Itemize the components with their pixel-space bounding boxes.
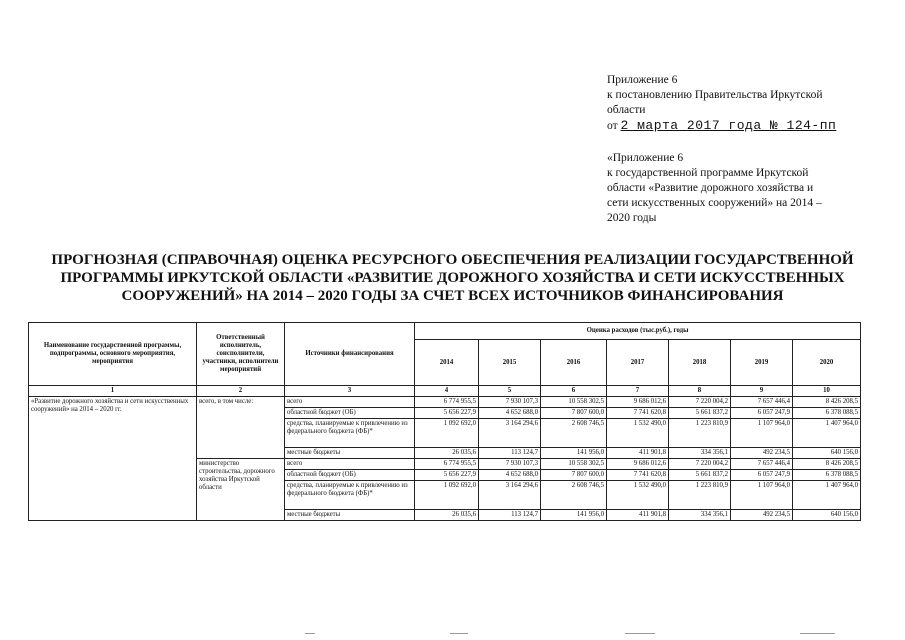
value-cell: 2 608 746,5 xyxy=(541,481,607,510)
value-cell: 334 356,1 xyxy=(669,448,731,459)
value-cell: 7 220 004,2 xyxy=(669,459,731,470)
column-number: 7 xyxy=(607,386,669,397)
appendix2-line-5: 2020 годы xyxy=(607,212,657,224)
appendix2-line-4: сети искусственных сооружений» на 2014 – xyxy=(607,197,822,209)
appendix-line-1: Приложение 6 xyxy=(607,74,678,86)
value-cell: 7 657 446,4 xyxy=(731,459,793,470)
header-name: Наименование государственной программы, подпрограммы, основного мероприятия, мероприятия xyxy=(29,323,197,386)
appendix-date-line xyxy=(607,118,857,134)
source-cell: местные бюджеты xyxy=(285,448,415,459)
scan-mark xyxy=(625,633,655,634)
value-cell: 1 223 810,9 xyxy=(669,419,731,448)
value-cell: 3 164 294,6 xyxy=(479,419,541,448)
value-cell: 640 156,0 xyxy=(793,448,861,459)
value-cell: 6 774 955,5 xyxy=(415,459,479,470)
scan-edge-marks xyxy=(0,630,905,638)
header-year: 2017 xyxy=(607,340,669,386)
header-estimate: Оценка расходов (тыс.руб.), годы xyxy=(415,323,861,340)
source-cell: средства, планируемые к привлечению из федерального бюджета (ФБ)* xyxy=(285,419,415,448)
column-number: 9 xyxy=(731,386,793,397)
value-cell: 1 092 692,0 xyxy=(415,419,479,448)
value-cell: 334 356,1 xyxy=(669,510,731,521)
value-cell: 1 407 964,0 xyxy=(793,419,861,448)
header-executor: Ответственный исполнитель, соисполнители, участники, исполнители мероприятий xyxy=(197,323,285,386)
value-cell: 1 532 490,0 xyxy=(607,481,669,510)
column-number: 6 xyxy=(541,386,607,397)
value-cell: 7 741 620,8 xyxy=(607,470,669,481)
value-cell: 5 656 227,9 xyxy=(415,470,479,481)
value-cell: 5 656 227,9 xyxy=(415,408,479,419)
value-cell: 1 107 964,0 xyxy=(731,481,793,510)
appendix-reference xyxy=(607,151,857,226)
appendix2-line-3: области «Развитие дорожного хозяйства и xyxy=(607,182,814,194)
value-cell: 9 686 012,6 xyxy=(607,397,669,408)
value-cell: 7 807 600,0 xyxy=(541,408,607,419)
value-cell: 411 901,8 xyxy=(607,510,669,521)
executor-cell: всего, в том числе: xyxy=(197,397,285,459)
source-cell: средства, планируемые к привлечению из федерального бюджета (ФБ)* xyxy=(285,481,415,510)
value-cell: 1 092 692,0 xyxy=(415,481,479,510)
value-cell: 5 661 837,2 xyxy=(669,408,731,419)
value-cell: 411 901,8 xyxy=(607,448,669,459)
header-year: 2018 xyxy=(669,340,731,386)
appendix-header xyxy=(607,73,857,134)
column-number: 2 xyxy=(197,386,285,397)
header-source: Источники финансирования xyxy=(285,323,415,386)
value-cell: 492 234,5 xyxy=(731,510,793,521)
column-number-row xyxy=(29,386,861,397)
scan-mark xyxy=(800,633,835,634)
value-cell: 7 741 620,8 xyxy=(607,408,669,419)
value-cell: 8 426 208,5 xyxy=(793,397,861,408)
value-cell: 113 124,7 xyxy=(479,510,541,521)
header-year: 2020 xyxy=(793,340,861,386)
value-cell: 9 686 012,6 xyxy=(607,459,669,470)
value-cell: 141 956,0 xyxy=(541,510,607,521)
value-cell: 640 156,0 xyxy=(793,510,861,521)
column-number: 4 xyxy=(415,386,479,397)
value-cell: 10 558 302,5 xyxy=(541,459,607,470)
appendix2-line-1: «Приложение 6 xyxy=(607,152,684,164)
date-handwritten: 2 марта 2017 года № 124-пп xyxy=(620,118,837,133)
value-cell: 8 426 208,5 xyxy=(793,459,861,470)
header-year: 2016 xyxy=(541,340,607,386)
executor-cell: министерство строительства, дорожного хозяйства Иркутской области xyxy=(197,459,285,521)
budget-table xyxy=(28,322,861,521)
document-title: ПРОГНОЗНАЯ (СПРАВОЧНАЯ) ОЦЕНКА РЕСУРСНОГО ОБЕСПЕЧЕНИЯ РЕАЛИЗАЦИИ ГОСУДАРСТВЕННОЙ ПРОГРАММЫ ИРКУТСКОЙ ОБЛАСТИ «РАЗВИТИЕ ДОРОЖНОГО ХОЗЯЙСТВА И СЕТИ ИСКУССТВЕННЫХ СООРУЖЕНИЙ» НА 2014 – 2020 ГОДЫ ЗА СЧЕТ ВСЕХ ИСТОЧНИКОВ ФИНАНСИРОВАНИЯ xyxy=(51,252,854,304)
header-row-1 xyxy=(29,323,861,340)
source-cell: областной бюджет (ОБ) xyxy=(285,408,415,419)
value-cell: 6 057 247,9 xyxy=(731,470,793,481)
value-cell: 6 057 247,9 xyxy=(731,408,793,419)
value-cell: 7 930 107,3 xyxy=(479,459,541,470)
value-cell: 1 532 490,0 xyxy=(607,419,669,448)
value-cell: 26 035,6 xyxy=(415,510,479,521)
appendix-line-3: области xyxy=(607,104,646,116)
value-cell: 113 124,7 xyxy=(479,448,541,459)
column-number: 5 xyxy=(479,386,541,397)
column-number: 10 xyxy=(793,386,861,397)
source-cell: всего xyxy=(285,397,415,408)
header-year: 2014 xyxy=(415,340,479,386)
column-number: 1 xyxy=(29,386,197,397)
header-year: 2015 xyxy=(479,340,541,386)
table-row xyxy=(29,397,861,408)
value-cell: 1 407 964,0 xyxy=(793,481,861,510)
value-cell: 10 558 302,5 xyxy=(541,397,607,408)
value-cell: 492 234,5 xyxy=(731,448,793,459)
appendix-line-2: к постановлению Правительства Иркутской xyxy=(607,89,823,101)
value-cell: 141 956,0 xyxy=(541,448,607,459)
value-cell: 7 930 107,3 xyxy=(479,397,541,408)
value-cell: 1 107 964,0 xyxy=(731,419,793,448)
scan-mark xyxy=(450,633,468,634)
value-cell: 4 652 688,0 xyxy=(479,470,541,481)
value-cell: 6 774 955,5 xyxy=(415,397,479,408)
value-cell: 26 035,6 xyxy=(415,448,479,459)
column-number: 8 xyxy=(669,386,731,397)
value-cell: 7 807 600,0 xyxy=(541,470,607,481)
source-cell: местные бюджеты xyxy=(285,510,415,521)
source-cell: областной бюджет (ОБ) xyxy=(285,470,415,481)
program-name-cell: «Развитие дорожного хозяйства и сети искусственных сооружений» на 2014 – 2020 гг. xyxy=(29,397,197,521)
value-cell: 7 220 004,2 xyxy=(669,397,731,408)
value-cell: 6 378 088,5 xyxy=(793,408,861,419)
value-cell: 4 652 688,0 xyxy=(479,408,541,419)
source-cell: всего xyxy=(285,459,415,470)
scan-mark xyxy=(305,633,315,634)
column-number: 3 xyxy=(285,386,415,397)
header-year: 2019 xyxy=(731,340,793,386)
value-cell: 2 608 746,5 xyxy=(541,419,607,448)
appendix2-line-2: к государственной программе Иркутской xyxy=(607,167,809,179)
value-cell: 3 164 294,6 xyxy=(479,481,541,510)
value-cell: 7 657 446,4 xyxy=(731,397,793,408)
date-prefix: от xyxy=(607,120,618,132)
value-cell: 6 378 088,5 xyxy=(793,470,861,481)
value-cell: 1 223 810,9 xyxy=(669,481,731,510)
value-cell: 5 661 837,2 xyxy=(669,470,731,481)
